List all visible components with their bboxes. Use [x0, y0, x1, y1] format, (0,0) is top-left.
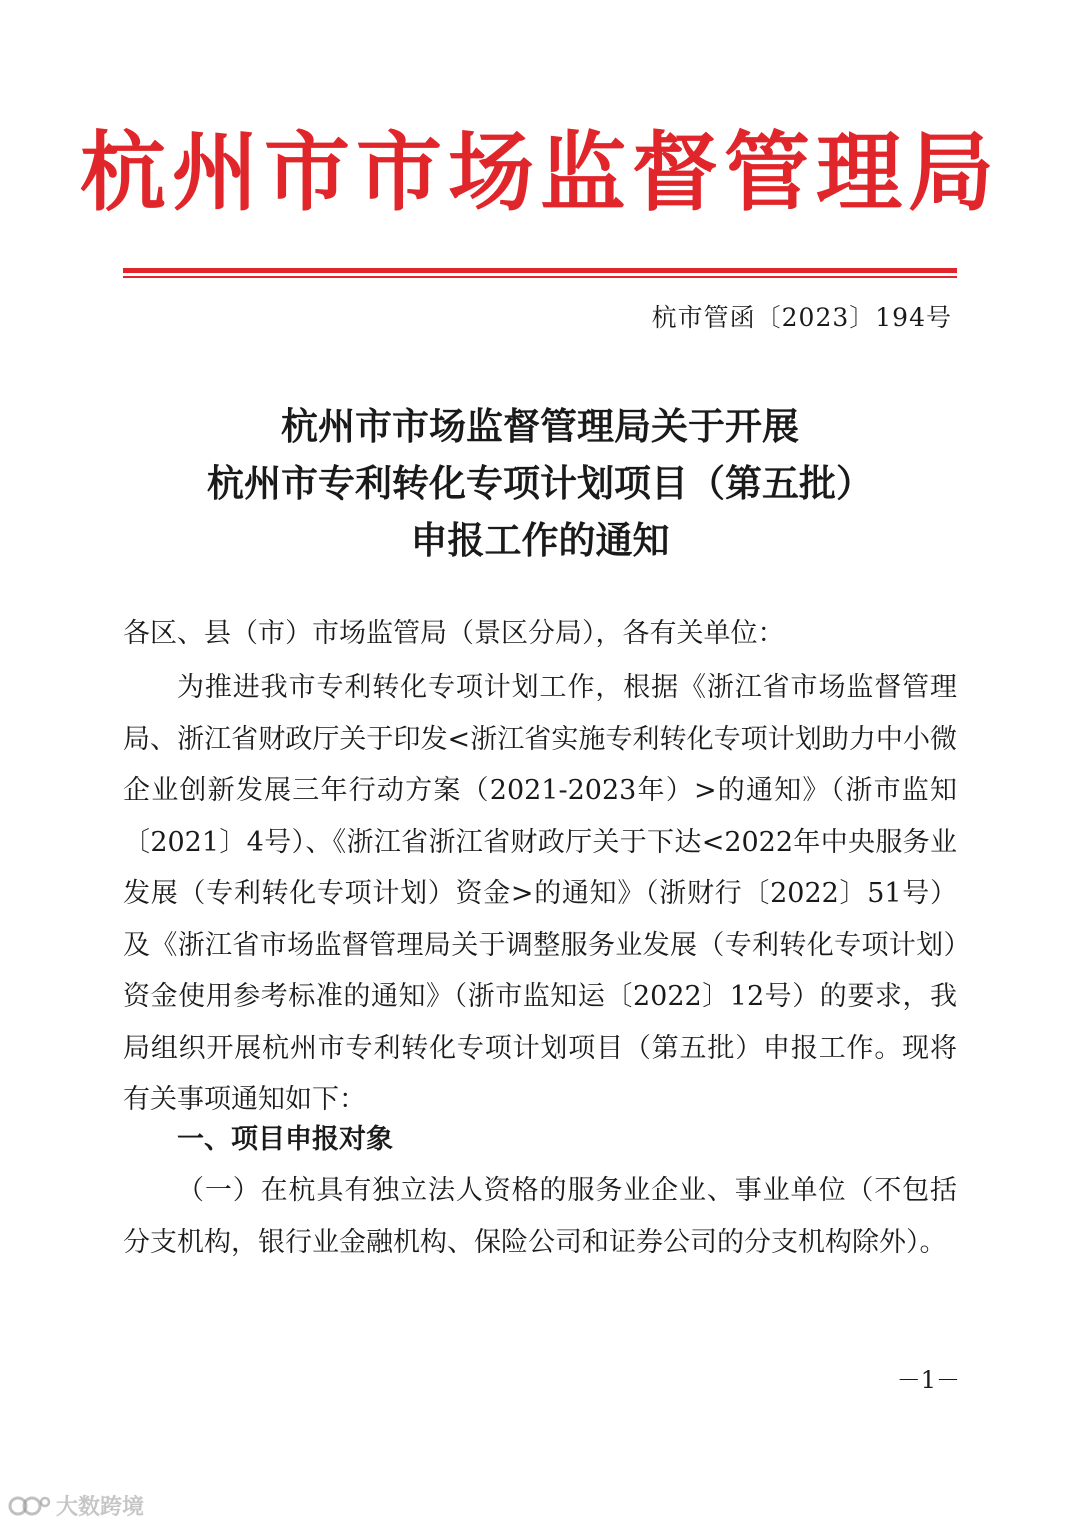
page-number: －1－ — [896, 1366, 960, 1394]
salutation: 各区、县（市）市场监管局（景区分局），各有关单位： — [123, 618, 785, 649]
watermark-text: 大数跨境 — [56, 1495, 145, 1520]
document-title-line-3: 申报工作的通知 — [410, 518, 670, 562]
agency-letterhead-title: 杭州市市场监督管理局 — [80, 122, 1000, 223]
brand-logo-icon — [8, 1493, 52, 1519]
watermark — [8, 1490, 144, 1521]
section-1-item-1: （一）在杭具有独立法人资格的服务业企业、事业单位（不包括分支机构，银行业金融机构、保险公司和证券公司的分支机构除外）。 — [123, 1175, 957, 1258]
section-heading-1: 一、项目申报对象 — [177, 1124, 393, 1155]
document-number: 杭市管函〔2023〕194号 — [651, 303, 952, 332]
body-paragraph: 为推进我市专利转化专项计划工作，根据《浙江省市场监督管理局、浙江省财政厅关于印发<浙江省实施专利转化专项计划助力中小微企业创新发展三年行动方案（2021-2023年）>的通知》（浙市监知〔2021〕4号）、《浙江省浙江省财政厅关于下达<2022年中央服务业发展（专利转化专项计划）资金>的通知》（浙财行〔2022〕51号）及《浙江省市场监督管理局关于调整服务业发展（专利转化专项计划）资金使用参考标准的通知》（浙市监知运〔2022〕12号）的要求，我局组织开展杭州市专利转化专项计划项目（第五批）申报工作。现将有关事项通知如下： — [123, 672, 957, 1115]
document-title-line-1: 杭州市市场监督管理局关于开展 — [281, 404, 799, 448]
letterhead-red-rule-thick — [123, 268, 957, 273]
letterhead-red-rule-thin — [123, 276, 957, 278]
document-title-line-2: 杭州市专利转化专项计划项目（第五批） — [207, 461, 873, 505]
document-title — [0, 398, 1080, 569]
